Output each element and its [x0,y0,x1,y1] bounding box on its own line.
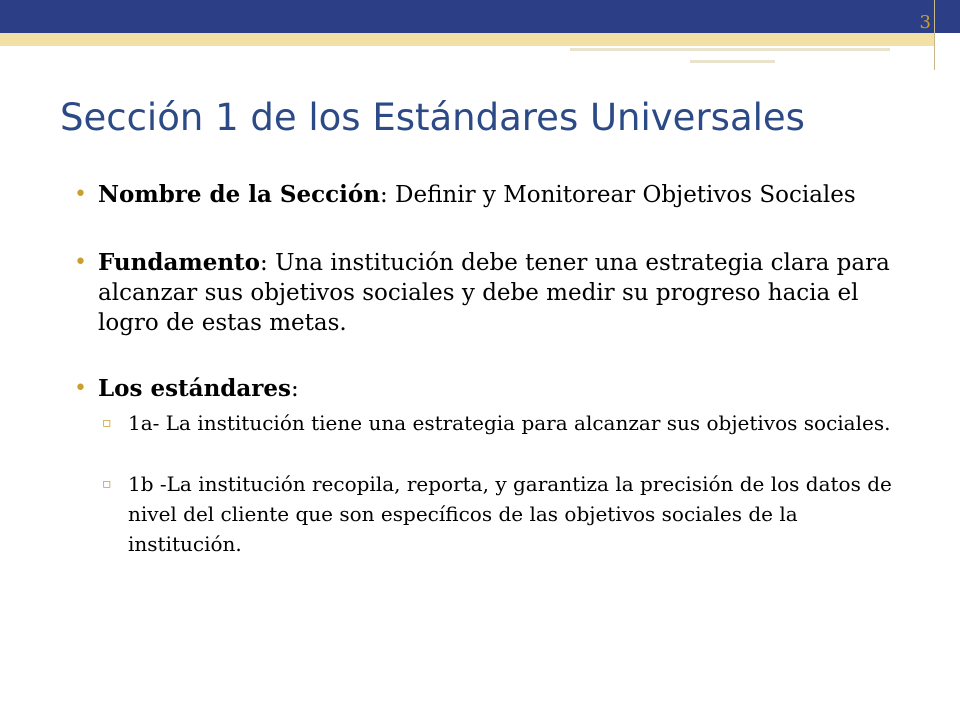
square-bullet-icon: ▫ [102,415,112,431]
round-bullet-icon: • [74,250,87,275]
square-bullet-icon: ▫ [102,476,112,492]
header-accent-band [0,33,935,46]
header-accent-line [570,48,890,51]
bullet-label: Los estándares [98,375,291,402]
header-accent-line-short [690,60,775,63]
sub-bullet-item [70,408,910,438]
round-bullet-icon: • [74,182,87,207]
bullet-separator: : [379,182,388,208]
slide-title: Sección 1 de los Estándares Universales [60,96,805,139]
bullet-label: Fundamento [98,249,261,276]
bullet-separator: : [290,376,299,402]
bullet-item [70,248,910,338]
sub-bullet-item [70,469,910,559]
header-banner [0,0,960,33]
round-bullet-icon: • [74,376,87,401]
page-number: 3 [919,12,931,33]
bullet-separator: : [260,250,268,276]
sub-bullet-text: 1b -La institución recopila, reporta, y garantiza la precisión de los datos de nivel del cliente que son específicos de las objetivos sociales de la institución. [128,472,892,556]
bullet-item [70,180,910,210]
bullet-text: Definir y Monitorear Objetivos Sociales [387,182,856,208]
slide-body [70,180,910,559]
bullet-text: Una institución debe tener una estrategia clara para alcanzar sus objetivos sociales y debe medir su progreso hacia el logro de estas metas. [98,250,890,336]
bullet-item [70,374,910,404]
sub-bullet-text: 1a- La institución tiene una estrategia para alcanzar sus objetivos sociales. [128,411,891,435]
bullet-label: Nombre de la Sección [98,181,380,208]
header-divider [934,0,935,70]
